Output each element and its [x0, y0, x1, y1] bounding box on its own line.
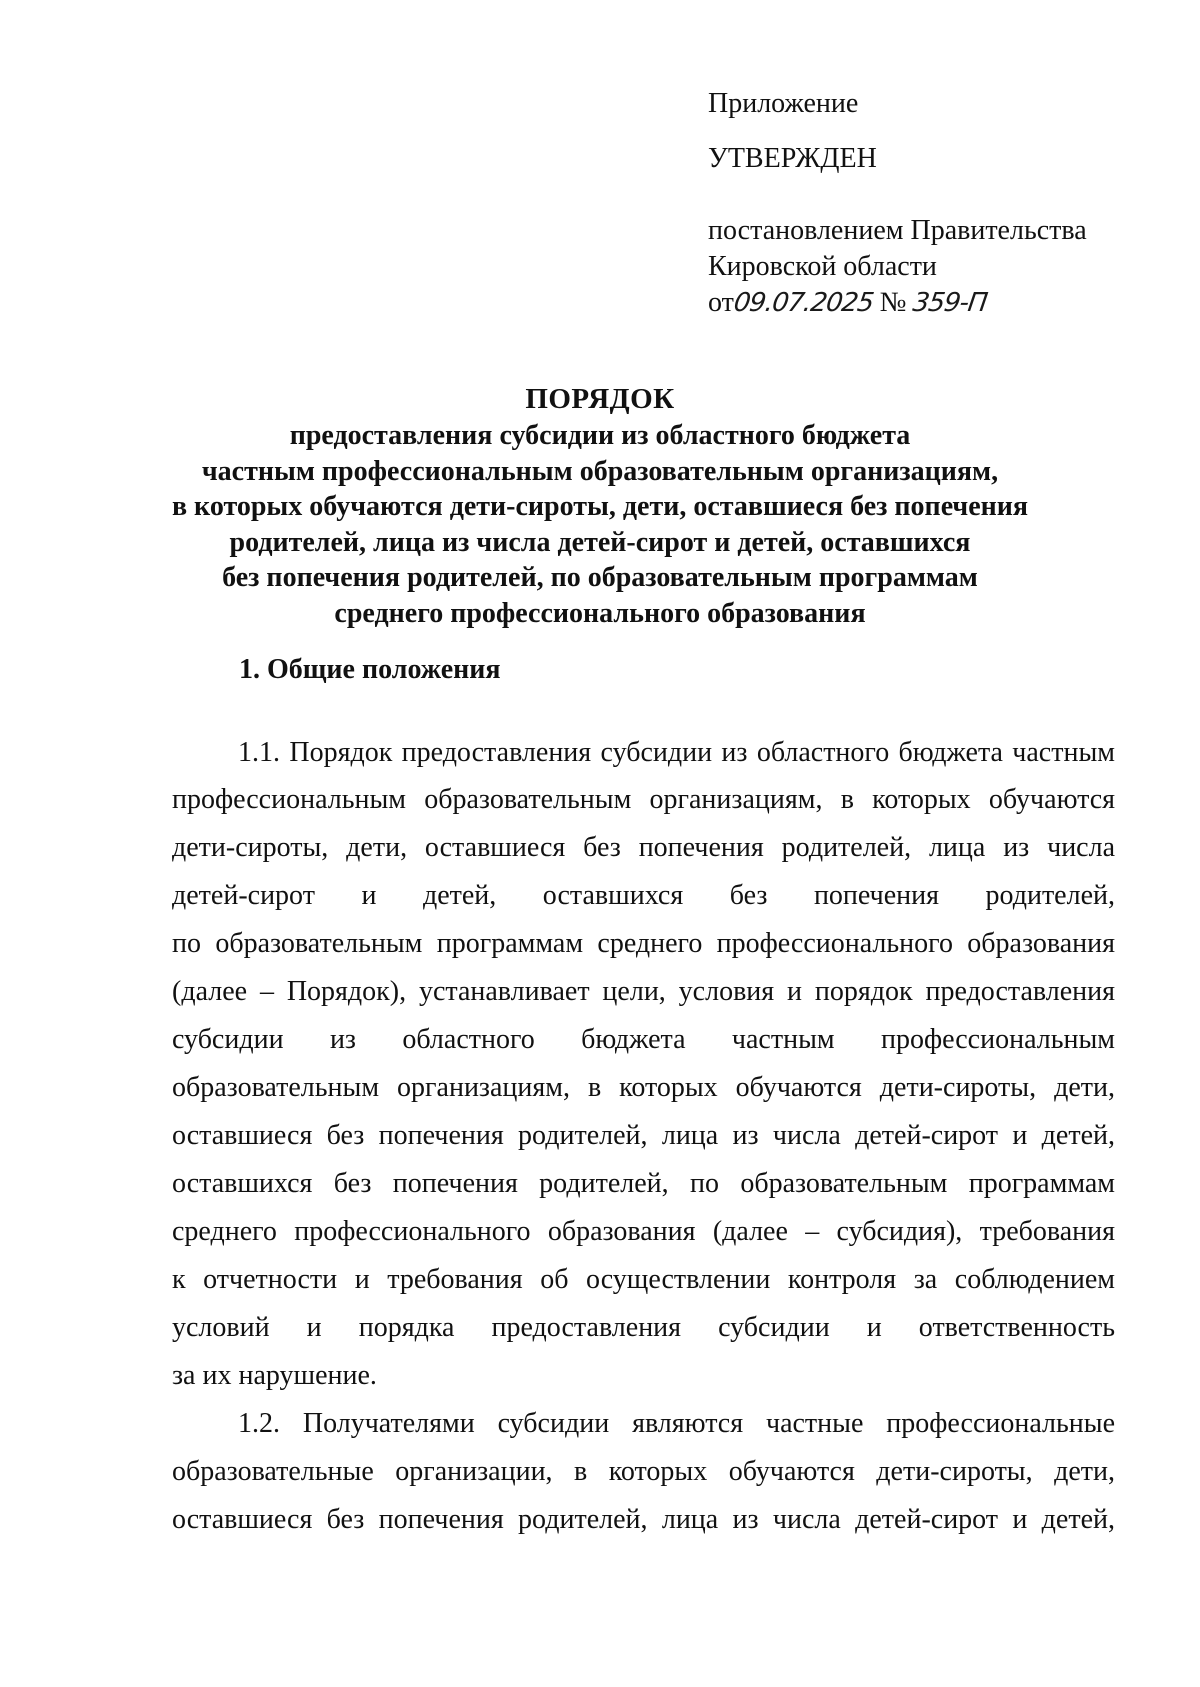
approved-by-line-1: постановлением Правительства — [708, 215, 1087, 246]
title-line: родителей, лица из числа детей-сирот и детей, оставшихся — [229, 526, 971, 558]
paragraph-line: оставшиеся без попечения родителей, лица из числа детей-сирот и детей, — [172, 1504, 1115, 1535]
section-heading: 1. Общие положения — [239, 654, 501, 685]
paragraph-line: среднего профессионального образования (далее – субсидия), требования — [172, 1216, 1115, 1247]
paragraph-line: к отчетности и требования об осуществлении контроля за соблюдением — [172, 1264, 1115, 1295]
paragraph-line: образовательные организации, в которых обучаются дети-сироты, дети, — [172, 1456, 1115, 1487]
handwritten-number: 359-П — [911, 288, 990, 318]
approval-block — [708, 86, 1148, 321]
date-prefix: от — [708, 287, 734, 318]
approval-date-number-line — [708, 285, 1148, 321]
paragraph-line: оставшиеся без попечения родителей, лица из числа детей-сирот и детей, — [172, 1120, 1115, 1151]
paragraph-line: (далее – Порядок), устанавливает цели, условия и порядок предоставления — [172, 976, 1115, 1007]
title-line: в которых обучаются дети-сироты, дети, оставшиеся без попечения — [171, 491, 1029, 522]
title-line: предоставления субсидии из областного бюджета — [289, 420, 911, 451]
paragraph-line: субсидии из областного бюджета частным профессиональным — [172, 1024, 1115, 1055]
paragraph-line: профессиональным образовательным организациям, в которых обучаются — [172, 784, 1115, 815]
approved-by-line-2: Кировской области — [708, 251, 937, 282]
document-title — [100, 381, 1100, 631]
paragraph-line: детей-сирот и детей, оставшихся без попечения родителей, — [172, 880, 1115, 911]
paragraph-line: дети-сироты, дети, оставшиеся без попечения родителей, лица из числа — [172, 832, 1115, 863]
number-prefix: № — [879, 287, 907, 318]
title-line: среднего профессионального образования — [334, 597, 866, 629]
title-line: без попечения родителей, по образовательным программам — [222, 562, 978, 593]
paragraph-line: условий и порядка предоставления субсидии и ответственность — [172, 1312, 1115, 1343]
title-main: ПОРЯДОК — [525, 383, 675, 415]
handwritten-date: 09.07.2025 — [731, 288, 875, 318]
paragraph-line: по образовательным программам среднего профессионального образования — [172, 928, 1115, 959]
paragraph-line: 1.2. Получателями субсидии являются частные профессиональные — [238, 1408, 1115, 1439]
paragraph-line: 1.1. Порядок предоставления субсидии из областного бюджета частным — [238, 737, 1115, 768]
appendix-label: Приложение — [708, 88, 859, 119]
title-line: частным профессиональным образовательным организациям, — [201, 455, 999, 487]
paragraph-line: образовательным организациям, в которых обучаются дети-сироты, дети, — [172, 1072, 1115, 1103]
approved-label: УТВЕРЖДЕН — [708, 143, 877, 174]
paragraph-line: оставшихся без попечения родителей, по образовательным программам — [172, 1168, 1115, 1199]
paragraph-line: за их нарушение. — [172, 1360, 377, 1391]
